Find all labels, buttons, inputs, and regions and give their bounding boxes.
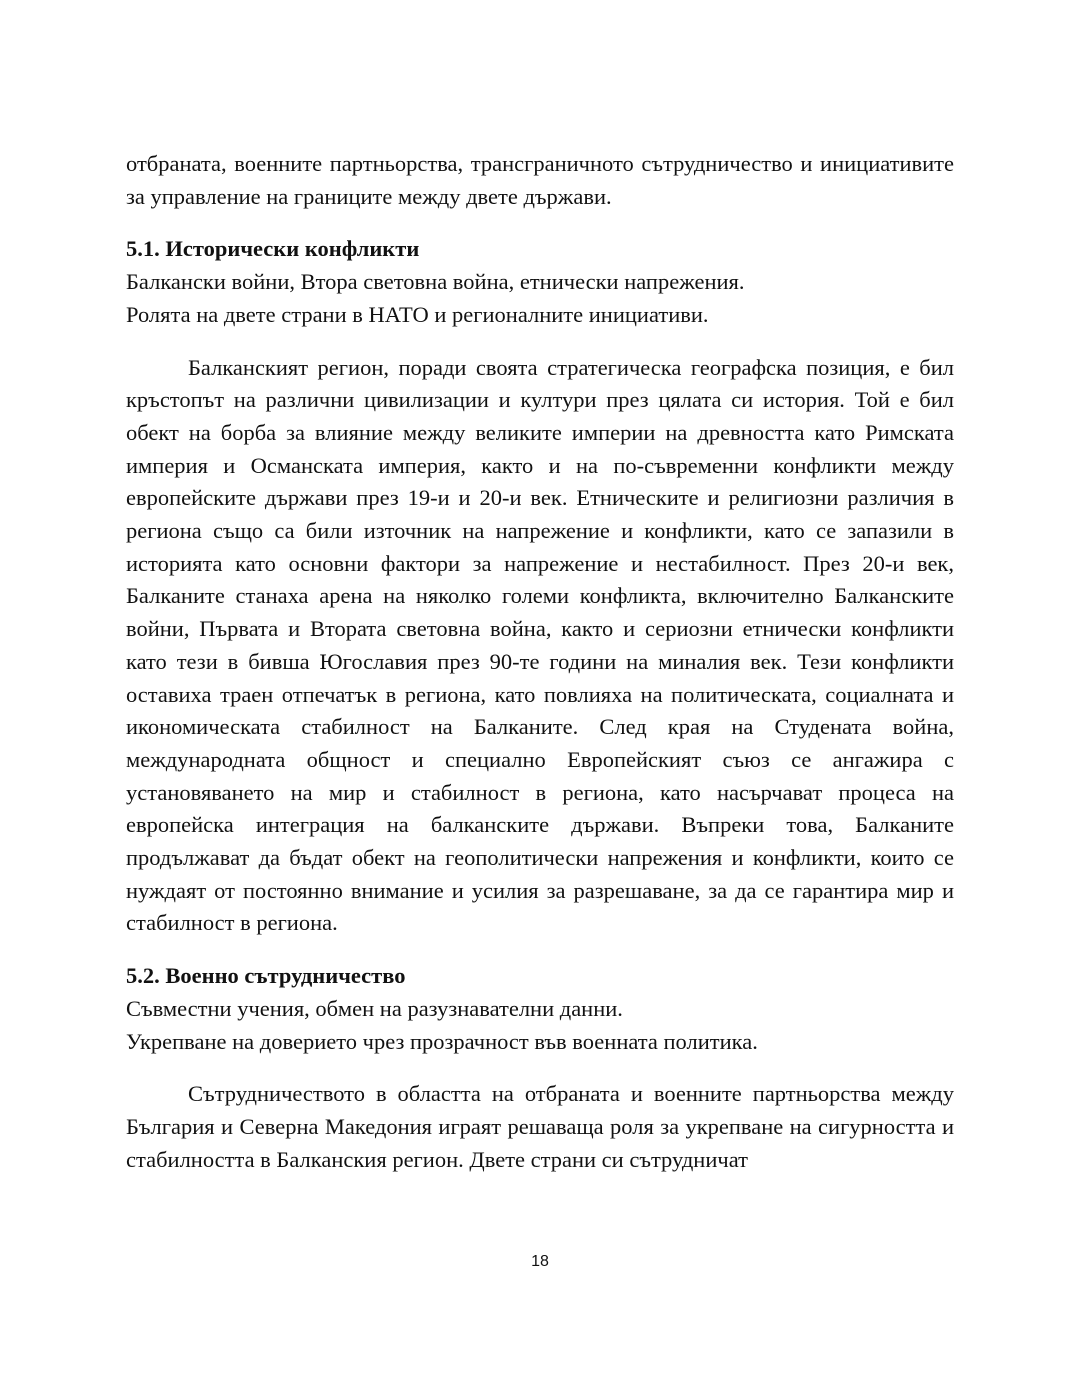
section-5-1-subline-2: Ролята на двете страни в НАТО и регионалните инициативи. bbox=[126, 301, 709, 327]
section-5-2-paragraph: Сътрудничеството в областта на отбраната и военните партньорства между България и Северна Македония играят решаваща роля за укрепване на сигурността и стабилността в Балканския регион. Двете страни си сътрудничат bbox=[126, 1081, 954, 1172]
page-number: 18 bbox=[531, 1253, 549, 1270]
section-5-1-paragraph: Балканският регион, поради своята стратегическа географска позиция, е бил кръстопът на различни цивилизации и култури през цялата си история. Той е бил обект на борба за влияние между великите империи на древността като Римската империя и Османската империя, както и на по-съвременни конфликти между европейските държави през 19-и и 20-и век. Етническите и религиозни различия в региона също са били източник на напрежение и конфликти, като се запазили в историята като основни фактори за напрежение и нестабилност. През 20-и век, Балканите станаха арена на няколко големи конфликта, включително Балканските войни, Първата и Втората световна война, както и сериозни етнически конфликти като тези в бивша Югославия през 90-те години на миналия век. Тези конфликти оставиха траен отпечатък в региона, като повлияха на политическата, социалната и икономическата стабилност на Балканите. След края на Студената война, международната общност и специално Европейският съюз се ангажира с установяването на мир и стабилност в региона, като насърчават процеса на европейска интеграция на балканските държави. Въпреки това, Балканите продължават да бъдат обект на геополитически напрежения и конфликти, които се нуждаят от постоянно внимание и усилия за разрешаване, за да се гарантира мир и стабилност в региона. bbox=[126, 354, 954, 936]
intro-paragraph: отбраната, военните партньорства, трансграничното сътрудничество и инициативите за управление на границите между двете държави. bbox=[126, 151, 954, 209]
section-5-2-subline-1: Съвместни учения, обмен на разузнавателни данни. bbox=[126, 995, 623, 1021]
section-5-1-subline-1: Балкански войни, Втора световна война, етнически напрежения. bbox=[126, 269, 745, 295]
section-5-2-subline-2: Укрепване на доверието чрез прозрачност във военната политика. bbox=[126, 1028, 758, 1054]
section-5-2-heading: 5.2. Военно сътрудничество bbox=[126, 963, 406, 989]
section-5-1-heading: 5.1. Исторически конфликти bbox=[126, 236, 420, 262]
document-page bbox=[126, 148, 954, 1176]
